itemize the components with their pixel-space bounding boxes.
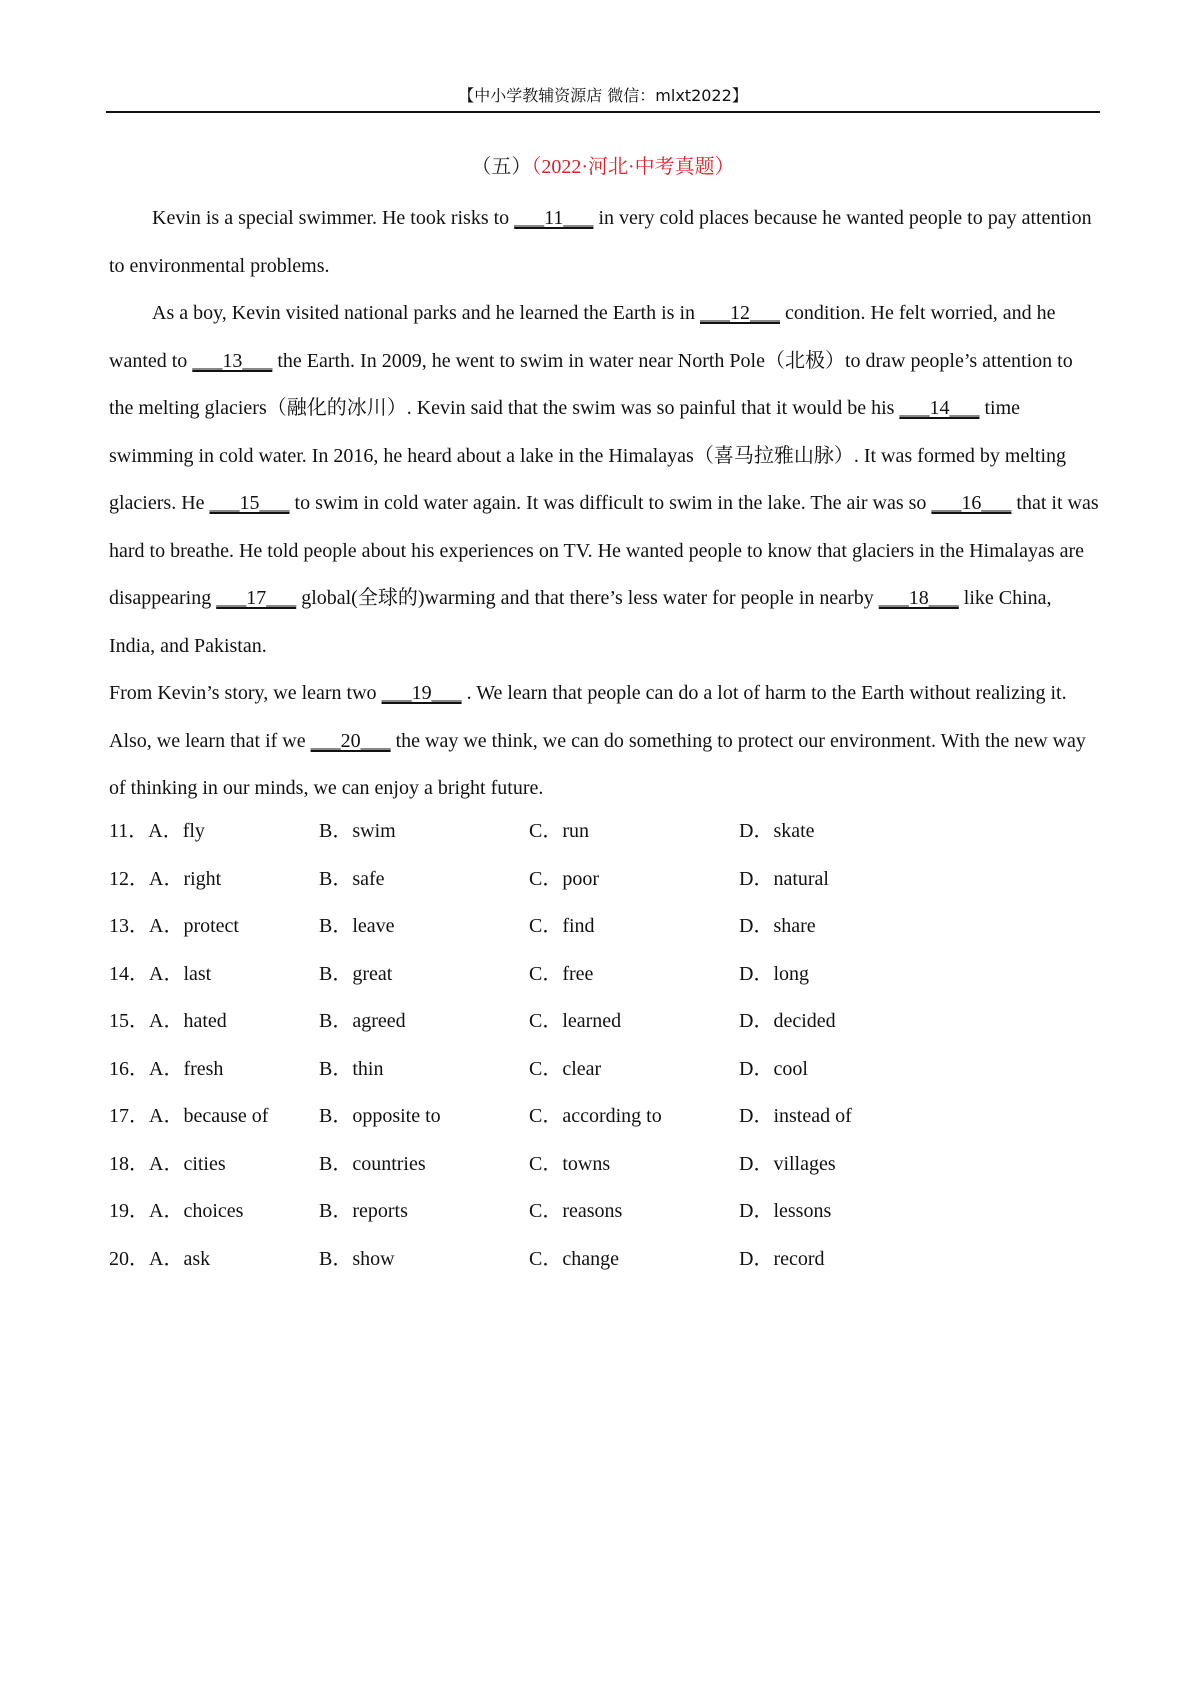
- question-row: [109, 998, 1009, 1046]
- blank-14: ___14___: [899, 397, 980, 419]
- option-c: C．run: [529, 820, 589, 842]
- option-b: B．leave: [319, 915, 395, 937]
- option-b: B．thin: [319, 1057, 384, 1080]
- blank-12: ___12___: [700, 302, 780, 324]
- blank-19: ___19___: [381, 682, 462, 704]
- passage-text: to swim in cold water again. It was difficult to swim in the lake. The air was so: [289, 492, 932, 514]
- option-d: D．lessons: [739, 1200, 832, 1222]
- passage-text: global(全球的)warming and that there’s less water for people in nearby: [296, 587, 879, 609]
- option-c: C．find: [529, 915, 595, 937]
- blank-15: ___15___: [209, 492, 290, 514]
- option-b: B．show: [319, 1247, 395, 1270]
- passage-text: the way we think, we can do something to protect our environment. With the new way of thinking in our minds, we can enjoy a bright future.: [109, 729, 1086, 799]
- paragraph-3: [109, 670, 1101, 813]
- option-a: 14．A．last: [109, 962, 212, 985]
- blank-11: ___11___: [514, 207, 594, 229]
- option-d: D．cool: [739, 1057, 808, 1080]
- option-d: D．natural: [739, 867, 829, 890]
- option-a: 18．A．cities: [109, 1152, 226, 1175]
- question-row: [109, 856, 1009, 904]
- question-row: [109, 1046, 1009, 1094]
- option-b: B．safe: [319, 867, 385, 890]
- option-c: C．according to: [529, 1105, 662, 1127]
- option-a: 12．A．right: [109, 867, 222, 890]
- question-row: [109, 808, 1009, 856]
- option-d: D．long: [739, 962, 809, 985]
- option-b: B．countries: [319, 1152, 426, 1175]
- option-a: 17．A．because of: [109, 1105, 269, 1127]
- option-b: B．great: [319, 962, 393, 985]
- blank-16: ___16___: [931, 492, 1012, 514]
- blank-17: ___17___: [216, 587, 297, 609]
- question-row: [109, 903, 1009, 951]
- option-a: 13．A．protect: [109, 915, 239, 937]
- passage-text: From Kevin’s story, we learn two: [109, 682, 382, 704]
- paragraph-2: [109, 290, 1101, 670]
- option-c: C．change: [529, 1247, 619, 1270]
- option-b: B．opposite to: [319, 1105, 441, 1127]
- question-row: [109, 1141, 1009, 1189]
- section-source: （2022·河北·中考真题）: [531, 156, 735, 178]
- paragraph-1: [109, 195, 1101, 290]
- option-a: 16．A．fresh: [109, 1057, 224, 1080]
- blank-18: ___18___: [878, 587, 959, 609]
- option-a: 11．A．fly: [109, 820, 205, 842]
- option-a: 20．A．ask: [109, 1247, 211, 1270]
- option-c: C．reasons: [529, 1200, 623, 1222]
- option-c: C．poor: [529, 867, 599, 890]
- option-d: D．instead of: [739, 1105, 852, 1127]
- option-a: 15．A．hated: [109, 1010, 227, 1032]
- section-title: [106, 152, 1100, 182]
- question-row: [109, 1093, 1009, 1141]
- blank-20: ___20___: [310, 729, 391, 752]
- section-number: （五）: [471, 156, 532, 178]
- question-row: [109, 1236, 1009, 1284]
- passage-text: like China, India, and Pakistan.: [109, 587, 1052, 657]
- passage-text: time swimming in cold water. In 2016, he heard about a lake in the Himalayas（喜马拉雅山脉）. It was formed by melting glaciers. He: [109, 397, 1067, 514]
- option-c: C．towns: [529, 1152, 611, 1175]
- option-d: D．decided: [739, 1010, 836, 1032]
- passage: [109, 195, 1101, 813]
- passage-text: Kevin is a special swimmer. He took risks to: [152, 207, 515, 229]
- option-c: C．clear: [529, 1057, 602, 1080]
- option-b: B．reports: [319, 1200, 408, 1222]
- passage-text: condition. He felt worried, and he wanted to: [109, 302, 1056, 372]
- option-a: 19．A．choices: [109, 1200, 244, 1222]
- question-row: [109, 1188, 1009, 1236]
- option-d: D．villages: [739, 1152, 836, 1175]
- blank-13: ___13___: [192, 349, 273, 372]
- answer-options: [109, 808, 1009, 1283]
- option-c: C．learned: [529, 1010, 622, 1032]
- passage-text: As a boy, Kevin visited national parks and he learned the Earth is in: [152, 302, 700, 324]
- page-header: 【中小学教辅资源店 微信：mlxt2022】: [458, 86, 748, 105]
- passage-text: the Earth. In 2009, he went to swim in water near North Pole（北极）to draw people’s attention to the melting glaciers（融化的冰川）. Kevin said that the swim was so painful that it would be his: [109, 349, 1073, 419]
- passage-text: in very cold places because he wanted people to pay attention to environmental problems.: [109, 207, 1092, 277]
- option-d: D．share: [739, 915, 816, 937]
- option-b: B．agreed: [319, 1010, 406, 1032]
- passage-text: . We learn that people can do a lot of harm to the Earth without realizing it. Also, we learn that if we: [109, 682, 1067, 752]
- header-rule: [106, 111, 1100, 113]
- passage-text: that it was hard to breathe. He told people about his experiences on TV. He wanted people to know that glaciers in the Himalayas are disappearing: [109, 492, 1099, 609]
- question-row: [109, 951, 1009, 999]
- option-d: D．skate: [739, 820, 815, 842]
- option-c: C．free: [529, 962, 594, 985]
- option-d: D．record: [739, 1247, 825, 1270]
- option-b: B．swim: [319, 820, 396, 842]
